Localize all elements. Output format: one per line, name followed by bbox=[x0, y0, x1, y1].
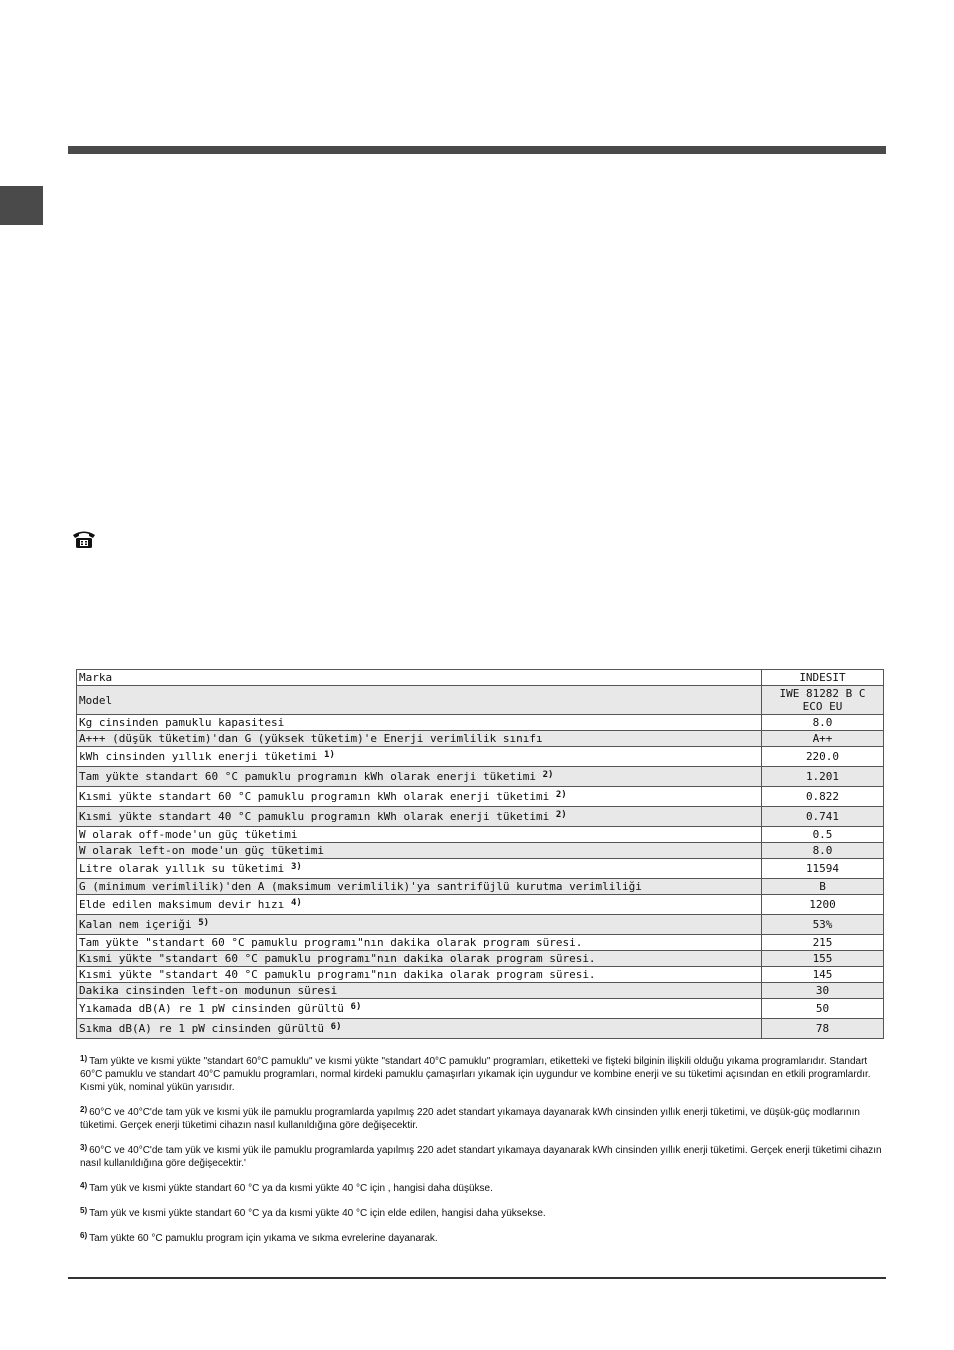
spec-value: 11594 bbox=[762, 859, 884, 879]
footnote-mark: 5) bbox=[80, 1206, 88, 1215]
footnote-item bbox=[80, 1207, 885, 1220]
footnote-text: 60°C ve 40°C'de tam yük ve kısmi yük ile pamuklu programlarda yapılmış 220 adet standart yıkamaya dayanarak kWh cinsinden yıllık enerji tüketimi. Gerçek enerji tüketimi cihazın nasıl kullanıldığına göre değişecektir.' bbox=[80, 1145, 882, 1169]
footnote-mark: 6) bbox=[80, 1231, 88, 1240]
table-row bbox=[77, 715, 884, 731]
table-row bbox=[77, 747, 884, 767]
footnotes bbox=[80, 1055, 885, 1257]
table-row bbox=[77, 983, 884, 999]
spec-value: 215 bbox=[762, 935, 884, 951]
spec-value: 53% bbox=[762, 915, 884, 935]
spec-label-cell bbox=[77, 767, 762, 787]
table-row bbox=[77, 827, 884, 843]
spec-value: 1.201 bbox=[762, 767, 884, 787]
spec-label-cell bbox=[77, 747, 762, 767]
footnote-ref: 3) bbox=[290, 862, 302, 872]
table-row bbox=[77, 915, 884, 935]
table-row bbox=[77, 843, 884, 859]
spec-label: Litre olarak yıllık su tüketimi bbox=[79, 862, 285, 875]
side-language-tab bbox=[0, 186, 43, 225]
footnote-ref: 5) bbox=[198, 918, 210, 928]
bottom-footer-rule bbox=[68, 1277, 886, 1279]
spec-label-cell bbox=[77, 807, 762, 827]
footnote-ref: 2) bbox=[555, 810, 567, 820]
spec-label-cell bbox=[77, 859, 762, 879]
spec-label-cell bbox=[77, 686, 762, 715]
spec-label: kWh cinsinden yıllık enerji tüketimi bbox=[79, 750, 318, 763]
table-row bbox=[77, 731, 884, 747]
footnote-ref: 6) bbox=[350, 1002, 362, 1012]
spec-label: Kg cinsinden pamuklu kapasitesi bbox=[79, 716, 285, 729]
spec-label-cell bbox=[77, 967, 762, 983]
spec-value: A++ bbox=[762, 731, 884, 747]
product-spec-table bbox=[76, 669, 884, 1039]
spec-value: 30 bbox=[762, 983, 884, 999]
table-row bbox=[77, 767, 884, 787]
footnote-mark: 1) bbox=[80, 1054, 88, 1063]
footnote-item bbox=[80, 1055, 885, 1094]
spec-label: Kısmi yükte "standart 40 °C pamuklu programı"nın dakika olarak program süresi. bbox=[79, 968, 596, 981]
spec-value: 220.0 bbox=[762, 747, 884, 767]
table-row bbox=[77, 879, 884, 895]
spec-label-cell bbox=[77, 843, 762, 859]
spec-value: 8.0 bbox=[762, 843, 884, 859]
table-row bbox=[77, 686, 884, 715]
spec-label: Tam yükte "standart 60 °C pamuklu programı"nın dakika olarak program süresi. bbox=[79, 936, 583, 949]
spec-label: Marka bbox=[79, 671, 113, 684]
footnote-item bbox=[80, 1182, 885, 1195]
spec-label: A+++ (düşük tüketim)'dan G (yüksek tüketim)'e Enerji verimlilik sınıfı bbox=[79, 732, 543, 745]
spec-label: Kısmi yükte standart 40 °C pamuklu programın kWh olarak enerji tüketimi bbox=[79, 810, 550, 823]
spec-label: Tam yükte standart 60 °C pamuklu programın kWh olarak enerji tüketimi bbox=[79, 770, 536, 783]
table-row bbox=[77, 670, 884, 686]
spec-label: W olarak off-mode'un güç tüketimi bbox=[79, 828, 298, 841]
spec-value: 0.822 bbox=[762, 787, 884, 807]
spec-label-cell bbox=[77, 1019, 762, 1039]
footnote-ref: 2) bbox=[542, 770, 554, 780]
spec-label: Sıkma dB(A) re 1 pW cinsinden gürültü bbox=[79, 1022, 325, 1035]
spec-value: 0.5 bbox=[762, 827, 884, 843]
spec-label-cell bbox=[77, 787, 762, 807]
spec-label: Kısmi yükte "standart 60 °C pamuklu programı"nın dakika olarak program süresi. bbox=[79, 952, 596, 965]
footnote-item bbox=[80, 1106, 885, 1132]
spec-label-cell bbox=[77, 999, 762, 1019]
spec-value: IWE 81282 B C ECO EU bbox=[762, 686, 884, 715]
spec-value: B bbox=[762, 879, 884, 895]
phone-icon bbox=[72, 529, 96, 549]
spec-value: 8.0 bbox=[762, 715, 884, 731]
spec-label: W olarak left-on mode'un güç tüketimi bbox=[79, 844, 325, 857]
footnote-ref: 4) bbox=[290, 898, 302, 908]
footnote-ref: 6) bbox=[330, 1022, 342, 1032]
spec-value: 50 bbox=[762, 999, 884, 1019]
spec-label-cell bbox=[77, 879, 762, 895]
table-row bbox=[77, 967, 884, 983]
footnote-text: Tam yükte 60 °C pamuklu program için yıkama ve sıkma evrelerine dayanarak. bbox=[89, 1233, 438, 1244]
table-row bbox=[77, 1019, 884, 1039]
spec-label: Kısmi yükte standart 60 °C pamuklu programın kWh olarak enerji tüketimi bbox=[79, 790, 550, 803]
spec-label-cell bbox=[77, 915, 762, 935]
spec-label: Elde edilen maksimum devir hızı bbox=[79, 898, 285, 911]
spec-label: Model bbox=[79, 693, 113, 707]
spec-value: INDESIT bbox=[762, 670, 884, 686]
spec-label-cell bbox=[77, 983, 762, 999]
table-row bbox=[77, 999, 884, 1019]
spec-label-cell bbox=[77, 827, 762, 843]
spec-label-cell bbox=[77, 670, 762, 686]
spec-label-cell bbox=[77, 731, 762, 747]
footnote-text: Tam yük ve kısmi yükte standart 60 °C ya da kısmi yükte 40 °C için elde edilen, hangisi daha yüksekse. bbox=[89, 1208, 546, 1219]
spec-value: 0.741 bbox=[762, 807, 884, 827]
footnote-text: 60°C ve 40°C'de tam yük ve kısmi yük ile pamuklu programlarda yapılmış 220 adet standart yıkamaya dayanarak kWh cinsinden yıllık enerji tüketimi, ve düşük-güç modlarının tüketimi. Gerçek enerji tüketimi cihazın nasıl kullanıldığına göre değişecektir. bbox=[80, 1107, 860, 1131]
spec-label-cell bbox=[77, 715, 762, 731]
table-row bbox=[77, 807, 884, 827]
footnote-mark: 2) bbox=[80, 1105, 88, 1114]
table-row bbox=[77, 951, 884, 967]
spec-label: G (minimum verimlilik)'den A (maksimum verimlilik)'ya santrifüjlü kurutma verimliliği bbox=[79, 880, 642, 893]
footnote-item bbox=[80, 1232, 885, 1245]
spec-label-cell bbox=[77, 895, 762, 915]
spec-value: 155 bbox=[762, 951, 884, 967]
spec-label: Dakika cinsinden left-on modunun süresi bbox=[79, 984, 338, 997]
spec-label-cell bbox=[77, 935, 762, 951]
table-row bbox=[77, 787, 884, 807]
table-row bbox=[77, 895, 884, 915]
footnote-item bbox=[80, 1144, 885, 1170]
spec-value: 1200 bbox=[762, 895, 884, 915]
spec-label-cell bbox=[77, 951, 762, 967]
footnote-ref: 2) bbox=[555, 790, 567, 800]
footnote-mark: 4) bbox=[80, 1181, 88, 1190]
top-header-rule bbox=[68, 146, 886, 154]
spec-value: 145 bbox=[762, 967, 884, 983]
table-row bbox=[77, 935, 884, 951]
spec-label: Kalan nem içeriği bbox=[79, 918, 192, 931]
footnote-text: Tam yükte ve kısmi yükte "standart 60°C pamuklu" ve kısmi yükte "standart 40°C pamuklu" programları, etiketteki ve fişteki bilginin ilişkili olduğu yıkama programlarıdır. Standart 60°C pamuklu ve standart 40°C pamuklu programları, normal kirdeki pamuklu çamaşırları yıkamak için uygundur ve kombine enerji ve su tüketimi açısından en etkili programlardır. Kısmi yük, nominal yükün yarısıdır. bbox=[80, 1056, 871, 1093]
spec-label: Yıkamada dB(A) re 1 pW cinsinden gürültü bbox=[79, 1002, 344, 1015]
table-row bbox=[77, 859, 884, 879]
footnote-ref: 1) bbox=[324, 750, 335, 760]
footnote-text: Tam yük ve kısmi yükte standart 60 °C ya da kısmi yükte 40 °C için , hangisi daha düşükse. bbox=[89, 1183, 493, 1194]
footnote-mark: 3) bbox=[80, 1143, 88, 1152]
spec-value: 78 bbox=[762, 1019, 884, 1039]
